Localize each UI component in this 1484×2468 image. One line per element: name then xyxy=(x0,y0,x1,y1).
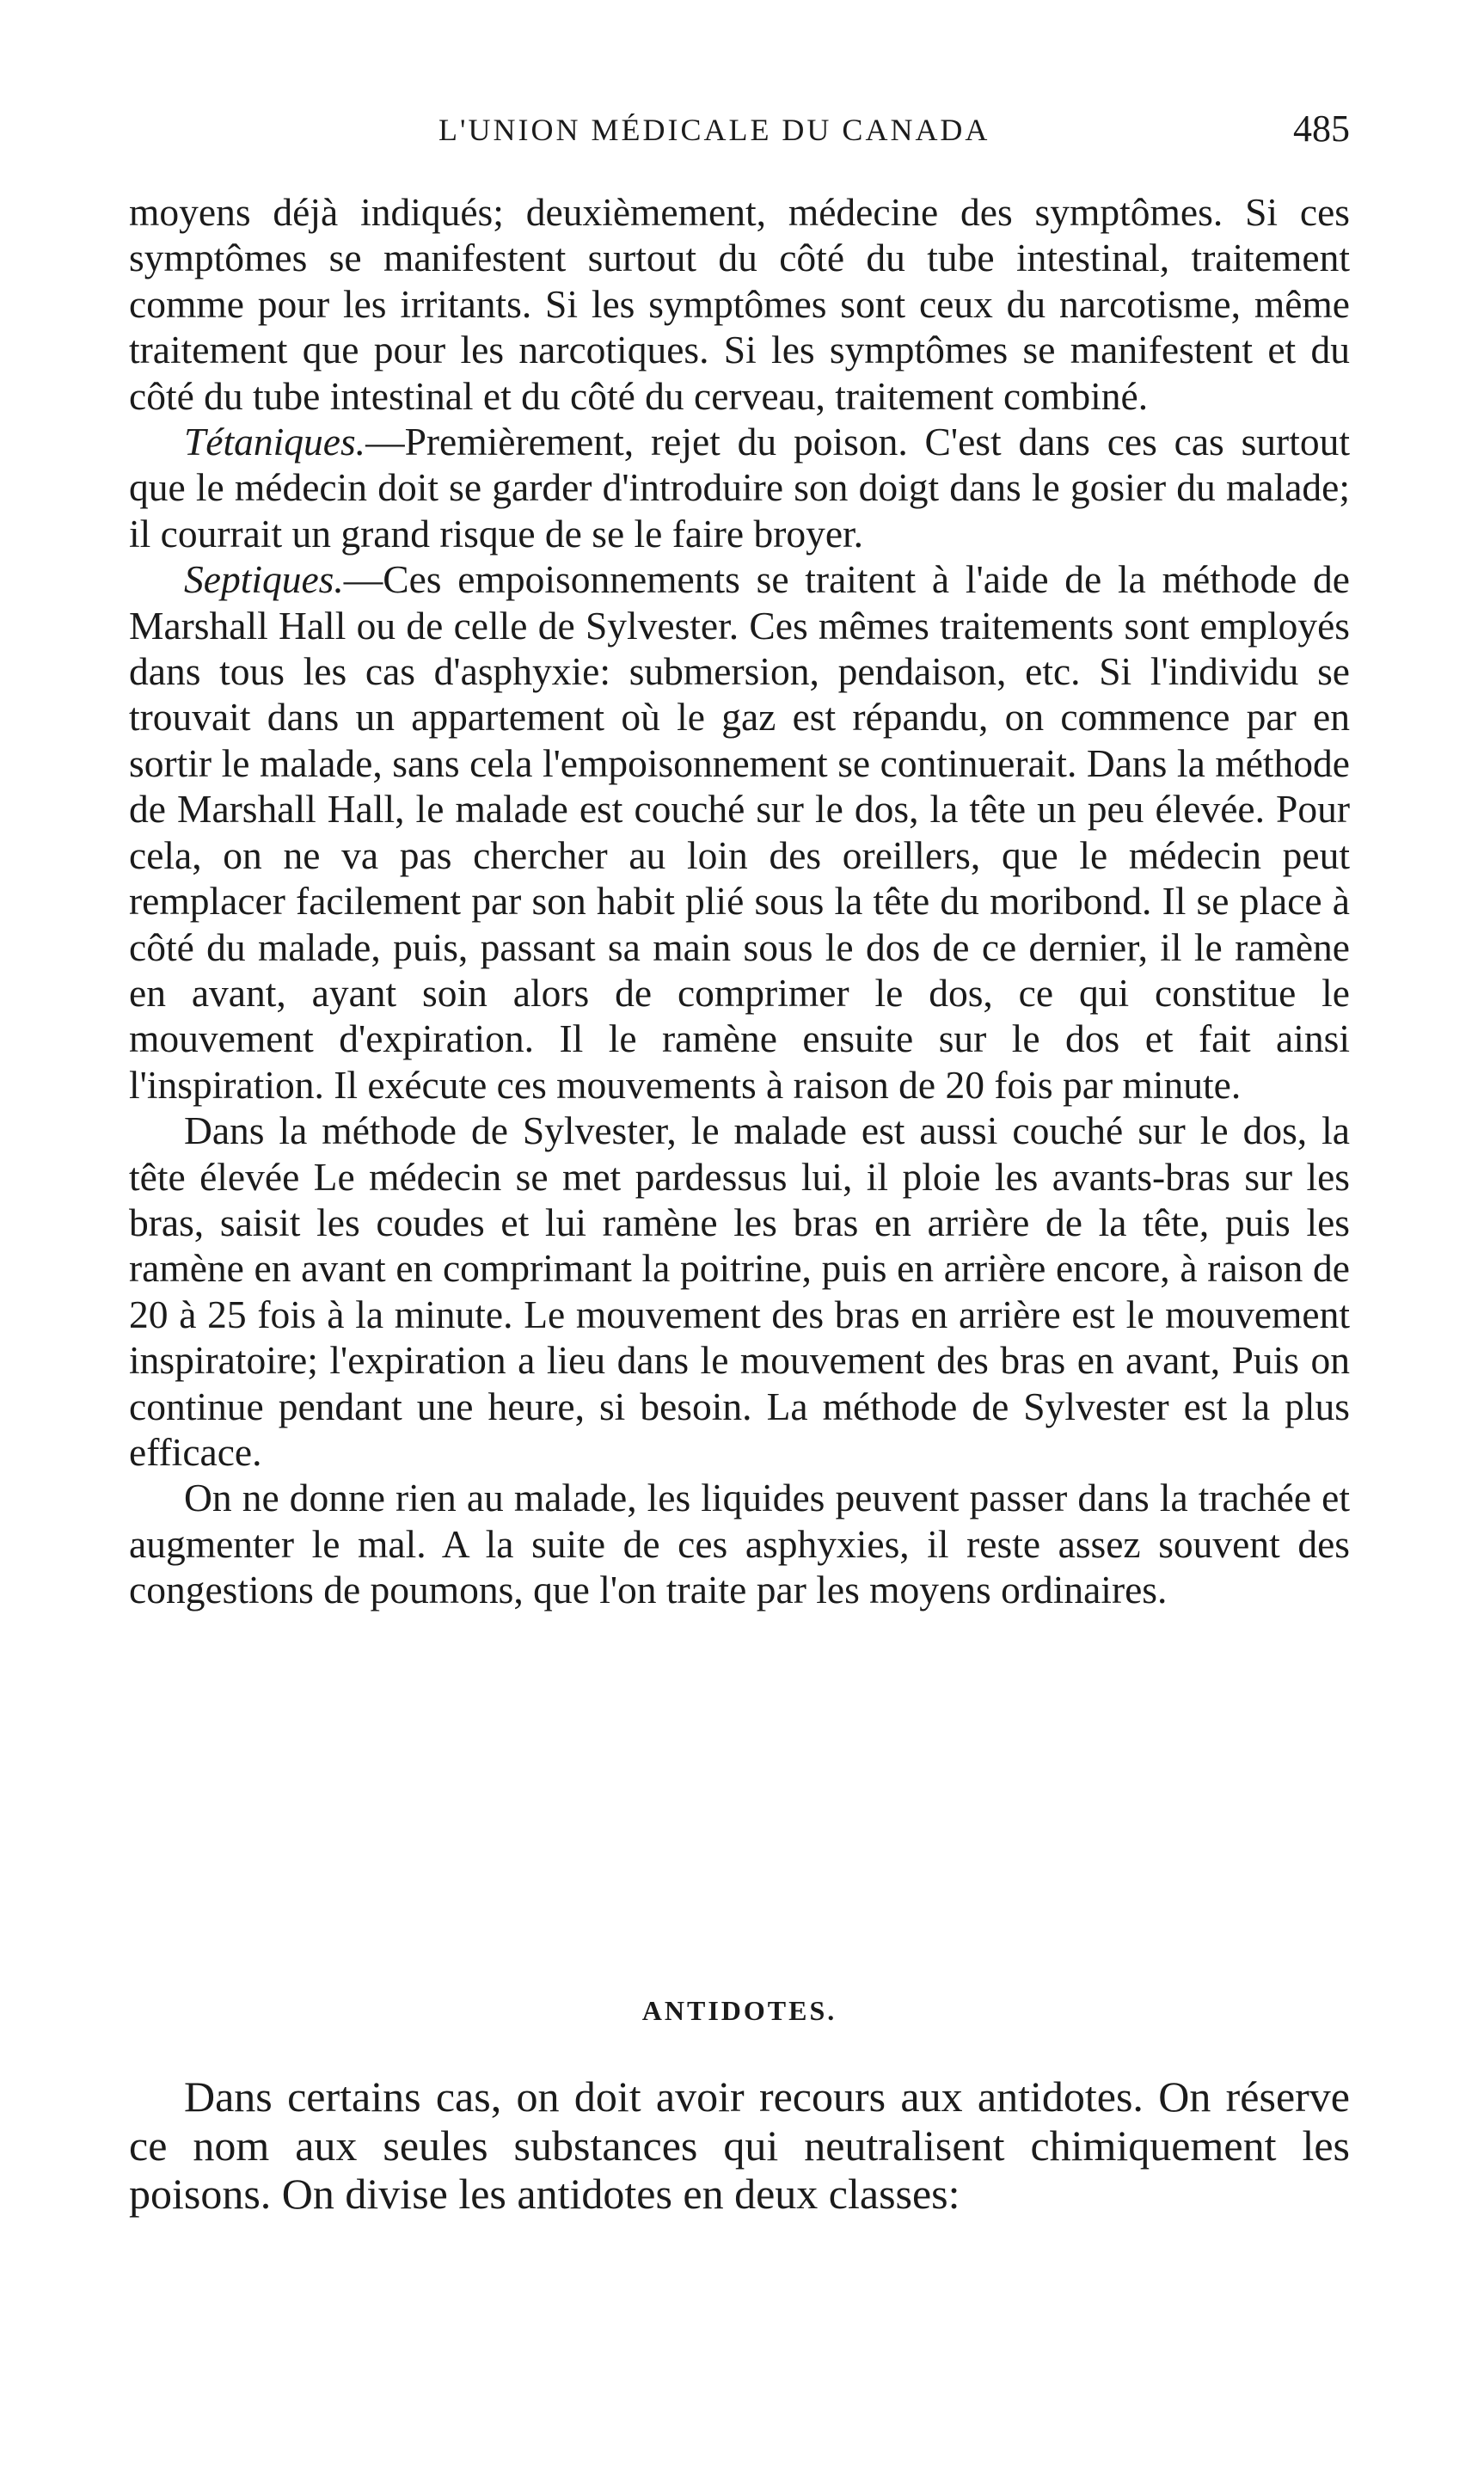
paragraph-aftercare xyxy=(129,1475,1350,1612)
paragraph-text: —Ces empoisonnements se traitent à l'aide de la méthode de Marshall Hall ou de celle de Sylvester. Ces mêmes traitements sont employés dans tous les cas d'asphyxie: submersion, pendaison, etc. Si l'individu se trouvait dans un appartement où le gaz est répandu, on commence par en sortir le malade, sans cela l'empoisonnement se continuerait. Dans la méthode de Marshall Hall, le malade est couché sur le dos, la tête un peu élevée. Pour cela, on ne va pas chercher au loin des oreillers, que le médecin peut remplacer facilement par son habit plié sous la tête du moribond. Il se place à côté du malade, puis, passant sa main sous le dos de ce dernier, il le ramène en avant, ayant soin alors de comprimer le dos, ce qui constitue le mouvement d'expiration. Il le ramène ensuite sur le dos et fait ainsi l'inspiration. Il exécute ces mouvements à raison de 20 fois par minute. xyxy=(129,557,1350,1107)
paragraph-text: moyens déjà indiqués; deuxièmement, médecine des symptômes. Si ces symptômes se manifestent surtout du côté du tube intestinal, traitement comme pour les irritants. Si les symptômes sont ceux du narcotisme, même traitement que pour les narcotiques. Si les symptômes se manifestent et du côté du tube intestinal et du côté du cerveau, traitement combiné. xyxy=(129,190,1350,418)
body-text xyxy=(129,189,1350,1613)
run-in-heading-tetaniques: Tétaniques. xyxy=(184,420,366,464)
paragraph-antidotes xyxy=(129,2072,1350,2219)
paragraph-septiques xyxy=(129,556,1350,1108)
running-head xyxy=(129,107,1350,163)
paragraph-sylvester xyxy=(129,1108,1350,1475)
paragraph-tetaniques xyxy=(129,419,1350,556)
paragraph-continuation xyxy=(129,189,1350,419)
running-title: L'UNION MÉDICALE DU CANADA xyxy=(438,113,990,147)
run-in-heading-septiques: Septiques. xyxy=(184,557,344,602)
section-body xyxy=(129,2072,1350,2219)
paragraph-text: Dans certains cas, on doit avoir recours aux antidotes. On réserve ce nom aux seules substances qui neutralisent chimiquement les poisons. On divise les antidotes en deux classes: xyxy=(129,2072,1350,2218)
paragraph-text: —Premièrement, rejet du poison. C'est dans ces cas surtout que le médecin doit se garder d'introduire son doigt dans le gosier du malade; il courrait un grand risque de se le faire broyer. xyxy=(129,420,1350,556)
paragraph-text: Dans la méthode de Sylvester, le malade est aussi couché sur le dos, la tête élevée Le médecin se met pardessus lui, il ploie les avants-bras sur les bras, saisit les coudes et lui ramène les bras en arrière de la tête, puis les ramène en avant en comprimant la poitrine, puis en arrière encore, à raison de 20 à 25 fois à la minute. Le mouvement des bras en arrière est le mouvement inspiratoire; l'expiration a lieu dans le mouvement des bras en avant, Puis on continue pendant une heure, si besoin. La méthode de Sylvester est la plus efficace. xyxy=(129,1108,1350,1474)
section-heading: ANTIDOTES. xyxy=(641,1995,837,2026)
page-number: 485 xyxy=(1293,107,1350,150)
paragraph-text: On ne donne rien au malade, les liquides peuvent passer dans la trachée et augmenter le mal. A la suite de ces asphyxies, il reste assez souvent des congestions de poumons, que l'on traite par les moyens ordinaires. xyxy=(129,1476,1350,1612)
